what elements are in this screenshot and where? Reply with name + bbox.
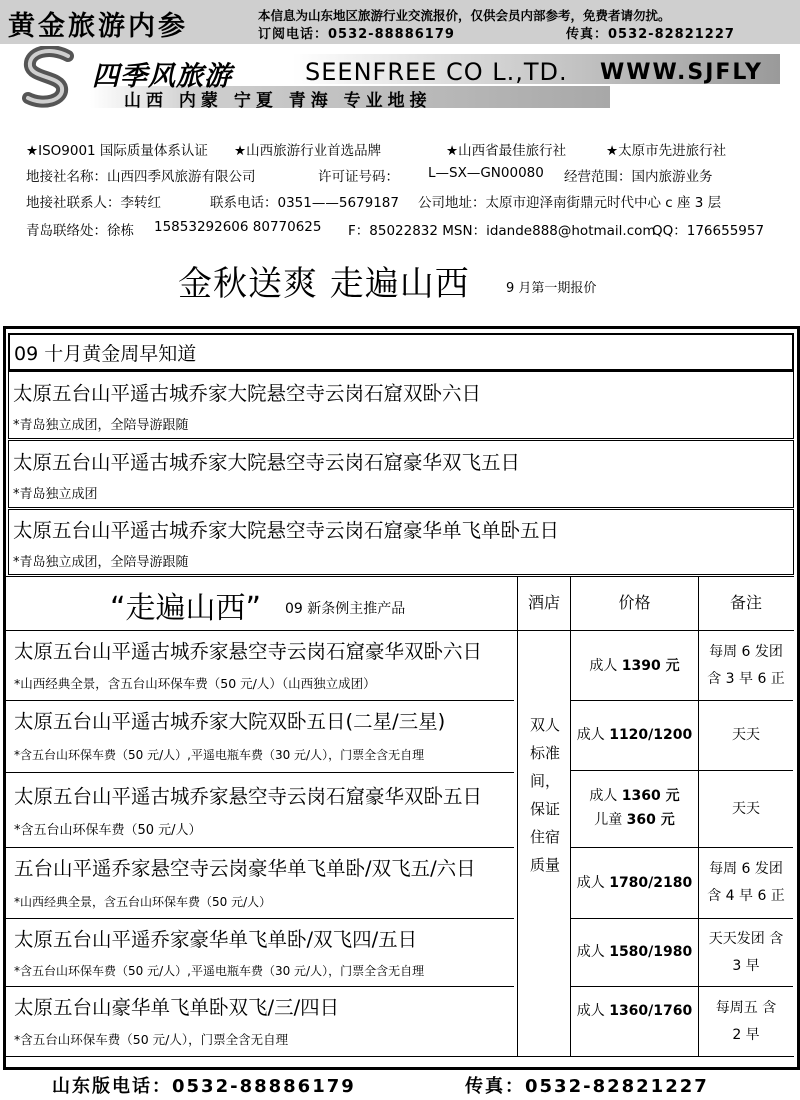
contact-phone: 联系电话：0351——5679187 (210, 195, 399, 211)
disclaimer-text: 本信息为山东地区旅游行业交流报价，仅供会员内部参考，免费者请勿扰。 (258, 8, 671, 23)
route-note: *青岛独立成团 (13, 487, 98, 502)
qingdao-office: 青岛联络处：徐栋 (26, 223, 134, 239)
divider (6, 1056, 794, 1057)
qingdao-row (26, 219, 786, 237)
company-slogan: 山西 内蒙 宁夏 青海 专业地接 (124, 91, 432, 111)
company-logo-icon (20, 46, 80, 112)
products-subtitle: 09 新条例主推产品 (285, 601, 406, 617)
column-header-price: 价格 (618, 593, 651, 613)
price-label: 成人 (576, 944, 605, 961)
company-name-en: SEENFREE CO L.,TD. (305, 58, 568, 86)
qingdao-phones: 15853292606 80770625 (154, 219, 322, 235)
route-name: 太原五台山平遥古城乔家大院悬空寺云岗石窟豪华双飞五日 (13, 451, 521, 474)
business-scope: 经营范围：国内旅游业务 (564, 169, 713, 185)
divider (517, 576, 518, 1056)
route-note: *青岛独立成团，全陪导游跟随 (13, 418, 189, 433)
price-label: 成人 (576, 1002, 605, 1019)
product-price (571, 701, 698, 770)
qingdao-qq: QQ：176655957 (652, 223, 765, 239)
product-name: 太原五台山平遥乔家豪华单飞单卧/双飞四/五日 (14, 928, 418, 951)
divider (6, 847, 514, 848)
price-label: 儿童 (594, 812, 623, 828)
price-label: 成人 (576, 727, 605, 744)
route-name: 太原五台山平遥古城乔家大院悬空寺云岗石窟双卧六日 (13, 382, 482, 405)
price-label: 成人 (589, 788, 618, 805)
hotel-standard-cell: 双人标准间，保证住宿质量 (529, 716, 560, 874)
contact-row (26, 191, 786, 209)
cert-item: ★ISO9001 国际质量体系认证 (26, 143, 208, 159)
agency-name: 地接社名称：山西四季风旅游有限公司 (26, 169, 256, 185)
price-value: 1580/1980 (609, 944, 693, 961)
company-name-cn: 四季风旅游 (92, 61, 232, 92)
product-row (10, 924, 515, 986)
brand-title: 黄金旅游内参 (8, 11, 188, 42)
price-label: 成人 (589, 657, 618, 674)
company-banner (20, 46, 780, 112)
product-remark: 天天发团 含 3 早 (708, 930, 784, 974)
certification-row (26, 139, 786, 157)
product-name: 太原五台山平遥古城乔家悬空寺云岗石窟豪华双卧五日 (14, 785, 483, 808)
product-note: *含五台山环保车费（50 元/人） (14, 823, 202, 838)
route-note: *青岛独立成团，全陪导游跟随 (13, 555, 189, 570)
subscribe-phone: 订阅电话：0532-88886179 (258, 27, 455, 42)
column-header-hotel: 酒店 (527, 593, 560, 613)
product-row (10, 992, 515, 1054)
column-header-remark: 备注 (729, 593, 762, 613)
divider (6, 630, 794, 631)
product-note: *含五台山环保车费（50 元/人）,平遥电瓶车费（30 元/人），门票全含无自理 (14, 964, 425, 978)
price-value: 1390 元 (621, 657, 680, 674)
golden-week-heading-row (8, 333, 794, 371)
product-note: *山西经典全景，含五台山环保车费（50 元/人） (14, 895, 272, 909)
product-row (10, 706, 515, 770)
golden-week-heading: 09 十月黄金周早知道 (14, 343, 197, 365)
price-value: 1360 元 (621, 788, 680, 805)
product-note: *山西经典全景，含五台山环保车费（50 元/人）（山西独立成团） (14, 676, 376, 691)
company-address: 公司地址：太原市迎泽南街鼎元时代中心 c 座 3 层 (418, 195, 722, 211)
contact-person: 地接社联系人：李转红 (26, 195, 161, 211)
header-fax: 传真：0532-82821227 (566, 27, 735, 42)
divider (6, 772, 514, 773)
golden-week-route (8, 371, 794, 439)
price-label: 成人 (576, 874, 605, 891)
agency-row (26, 165, 786, 183)
golden-week-route (8, 509, 794, 575)
product-price (571, 987, 698, 1035)
price-value: 1120/1200 (609, 727, 693, 744)
divider (6, 918, 514, 919)
footer-fax: 传真：0532-82821227 (465, 1076, 709, 1097)
company-website: WWW.SJFLY (600, 60, 763, 85)
product-name: 五台山平遥乔家悬空寺云岗豪华单飞单卧/双飞五/六日 (14, 857, 476, 880)
golden-week-route (8, 440, 794, 508)
product-name: 太原五台山豪华单飞单卧双飞/三/四日 (14, 996, 340, 1019)
product-remark: 天天 (732, 800, 760, 817)
cert-item: ★山西省最佳旅行社 (446, 143, 567, 159)
product-name: 太原五台山平遥古城乔家悬空寺云岗石窟豪华双卧六日 (14, 640, 483, 663)
product-row (10, 636, 515, 700)
divider (6, 986, 514, 987)
product-price (571, 771, 698, 847)
product-remark: 天天 (732, 727, 760, 744)
product-name: 太原五台山平遥古城乔家大院双卧五日(二星/三星) (14, 710, 446, 733)
cert-item: ★山西旅游行业首选品牌 (234, 143, 382, 159)
products-title: “走遍山西” (110, 591, 262, 626)
product-remark: 每周五 含 2 早 (715, 999, 777, 1043)
product-row (10, 781, 515, 845)
headline-note: 9 月第一期报价 (506, 281, 597, 296)
product-price (571, 848, 698, 918)
product-price (571, 919, 698, 986)
divider (6, 700, 514, 701)
price-value: 360 元 (626, 812, 675, 828)
price-value: 1780/2180 (609, 874, 693, 891)
route-name: 太原五台山平遥古城乔家大院悬空寺云岗石窟豪华单飞单卧五日 (13, 519, 560, 542)
child-price (594, 809, 675, 833)
qingdao-fax-msn: F：85022832 MSN：idande888@hotmail.com (348, 223, 656, 239)
product-price (571, 632, 698, 700)
adult-price (589, 785, 679, 809)
footer-phone: 山东版电话：0532-88886179 (52, 1076, 356, 1097)
product-remark: 每周 6 发团 含 4 早 6 正 (707, 861, 785, 904)
license-label: 许可证号码： (318, 169, 399, 185)
product-row (10, 853, 515, 917)
product-remark: 每周 6 发团 含 3 早 6 正 (707, 644, 785, 687)
cert-item: ★太原市先进旅行社 (606, 143, 727, 159)
product-note: *含五台山环保车费（50 元/人），门票全含无自理 (14, 1032, 289, 1047)
license-number: L—SX—GN00080 (428, 165, 544, 181)
headline-title: 金秋送爽 走遍山西 (178, 264, 470, 304)
price-value: 1360/1760 (609, 1002, 693, 1019)
product-note: *含五台山环保车费（50 元/人）,平遥电瓶车费（30 元/人），门票全含无自理 (14, 748, 425, 762)
